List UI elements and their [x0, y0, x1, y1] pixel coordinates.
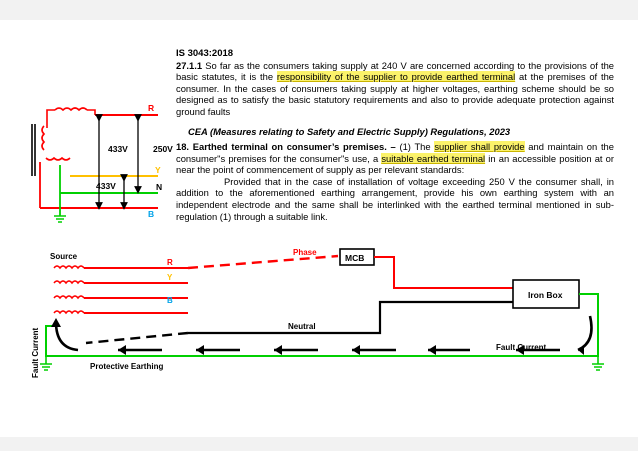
label-433v: 433V [108, 144, 128, 154]
regulation-proviso: Provided that in the case of installation of voltage exceeding 250 V the consumer shall, in addition to the aforementioned earthing arrangement, provide his own earthing system with an independent electrode and the same shall be interlinked with the earthed terminal mentioned in sub-regulation (1) through a suitable link. [176, 175, 614, 222]
regulation-title: CEA (Measures relating to Safety and Electric Supply) Regulations, 2023 [188, 126, 511, 137]
label-b-top: B [148, 209, 155, 219]
regulation-highlight-1: supplier shall provide [434, 141, 525, 152]
earth-symbol-top [54, 216, 66, 222]
regulation-highlight-2: suitable earthed terminal [381, 152, 486, 164]
star-winding [42, 108, 87, 160]
earth-symbol-left [40, 364, 52, 370]
earth-symbol-right [592, 364, 604, 370]
regulation-text-b: and maintain on the consumer"s premises for the consumer"s use, a [176, 141, 614, 164]
protective-earthing-label: Protective Earthing [90, 362, 164, 371]
mcb-label: MCB [345, 253, 365, 263]
phase-label: Phase [293, 248, 317, 257]
label-r-bottom: R [167, 258, 173, 267]
label-n-top: N [156, 182, 163, 192]
fault-current-label: Fault Current [496, 343, 547, 352]
fault-current-vertical-label: Fault Current [31, 327, 40, 378]
label-r-top: R [148, 103, 155, 113]
regulation-text-a: (1) The [395, 141, 435, 152]
regulation-heading: 18. Earthed terminal on consumer’s premises. – [176, 141, 396, 152]
source-label: Source [50, 252, 78, 261]
star-link [87, 110, 95, 115]
label-433v-bottom: 433V [96, 181, 116, 191]
neutral-dashed-line [86, 333, 188, 343]
clause-number: 27.1.1 [176, 60, 203, 71]
phase-to-load [374, 257, 513, 288]
standard-title: IS 3043:2018 [176, 48, 234, 59]
label-y-bottom: Y [167, 273, 173, 282]
neutral-label: Neutral [288, 322, 316, 331]
clause-text-b: at the premises of the consumer. In the cases of consumers taking supply at higher voltages, earthing scheme should be so designed as to satisfy the basic statutory requirements and also to provide adequate protection against ground faults [176, 71, 614, 117]
label-b-bottom: B [167, 296, 173, 305]
transformer-diagram [32, 103, 173, 222]
iron-box-label: Iron Box [528, 290, 563, 300]
regulation-text-c: in an accessible position at or near the point of commencement of supply as per relevant standards: [176, 152, 614, 176]
label-250v: 250V [153, 144, 173, 154]
clause-highlight: responsibility of the supplier to provide earthed terminal [276, 71, 516, 83]
source-coils [54, 266, 84, 313]
phase-dashed-line [188, 256, 338, 268]
label-y-top: Y [155, 165, 161, 175]
neutral-line-solid [188, 302, 513, 333]
fault-diagram [31, 248, 604, 378]
clause-text-a: So far as the consumers taking supply at 240 V are concerned according to the provisions of the basic statutes, it is the [176, 60, 614, 83]
star-link [47, 110, 55, 128]
